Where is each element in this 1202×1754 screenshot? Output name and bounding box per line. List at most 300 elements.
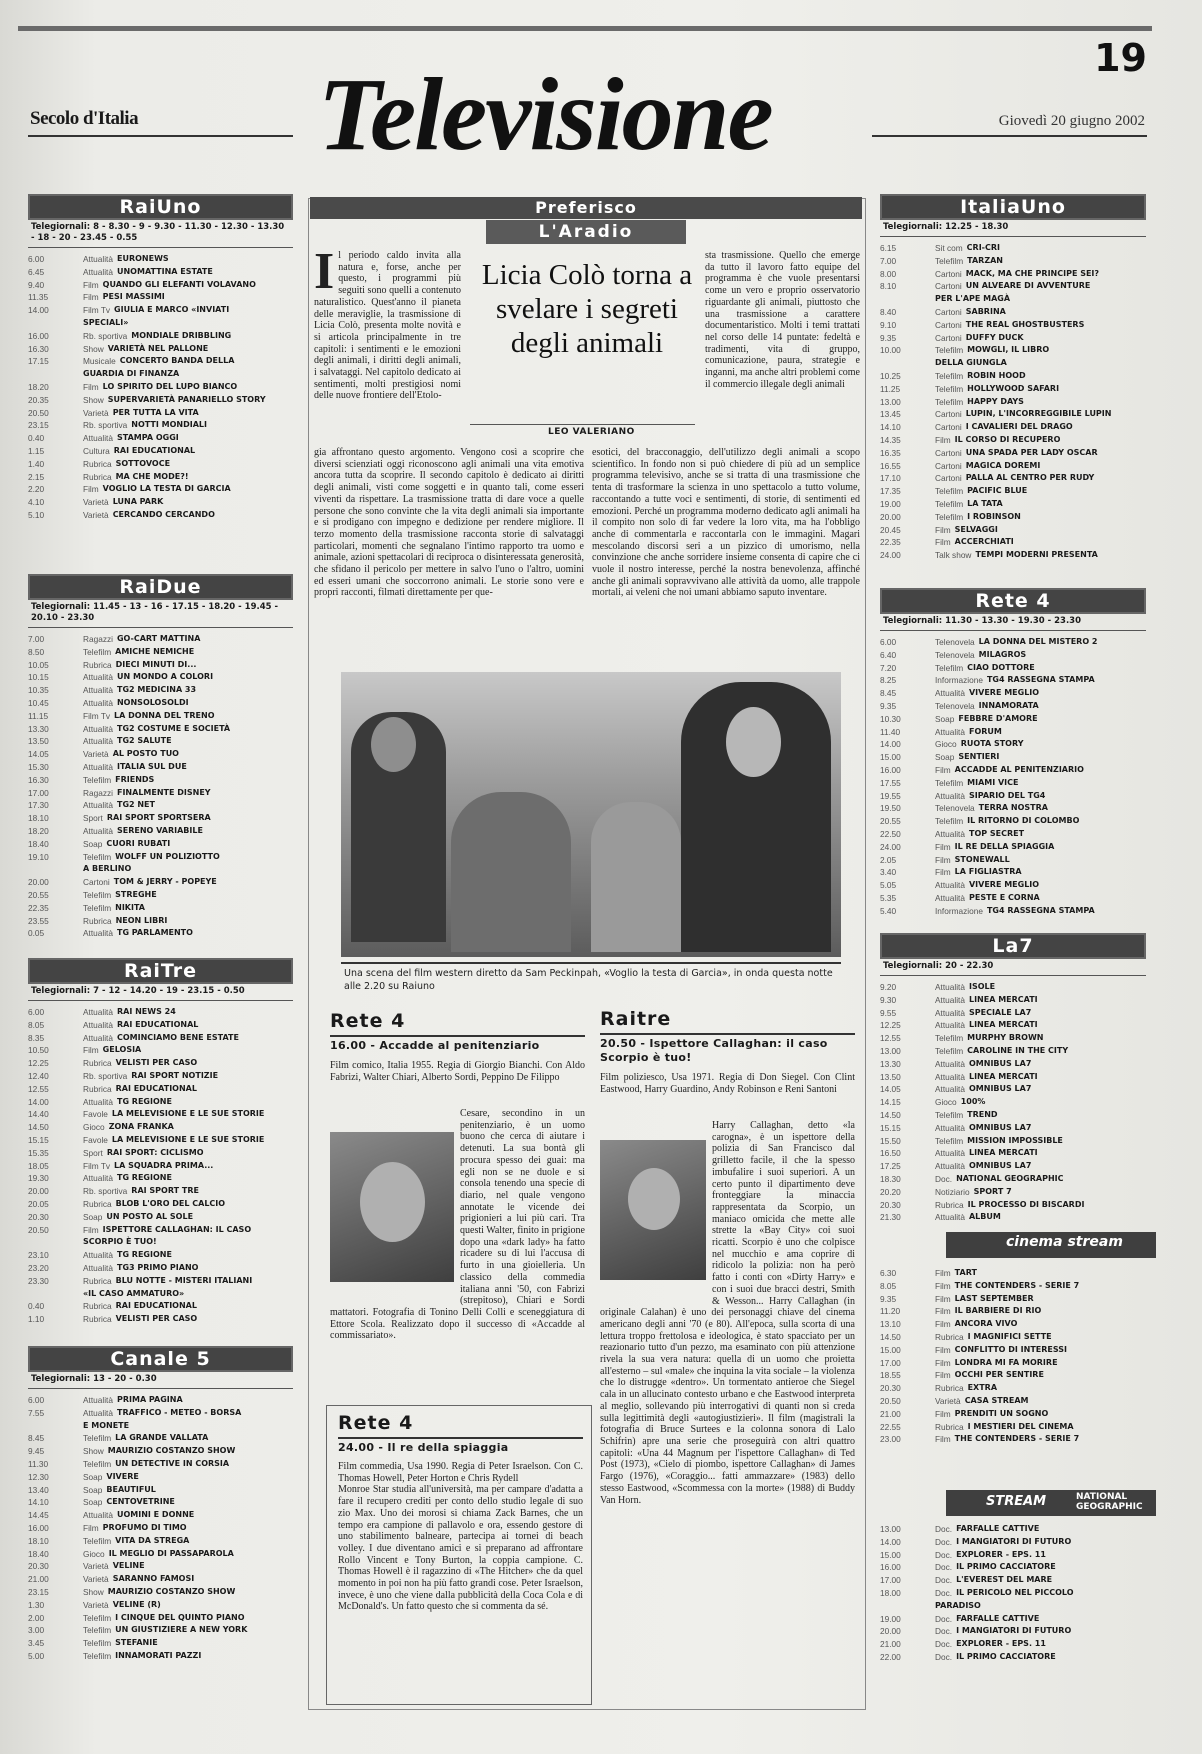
program-title: TG4 RASSEGNA STAMPA xyxy=(986,905,1095,915)
program-time: 14.50 xyxy=(880,1331,901,1342)
program-title: RAI SPORT SPORTSERA xyxy=(106,813,211,823)
program-title: LONDRA MI FA MORIRE xyxy=(954,1357,1058,1367)
program-time: 18.10 xyxy=(28,1535,49,1546)
program-time: 20.00 xyxy=(880,1626,901,1637)
program-row xyxy=(880,1122,1146,1135)
program-time: 23.00 xyxy=(880,1434,901,1445)
program-time: 14.00 xyxy=(28,305,49,316)
program-genre: Attualità xyxy=(935,726,965,737)
program-genre: Telefilm xyxy=(83,1625,112,1636)
program-genre: Telefilm xyxy=(83,774,112,785)
program-genre: Telefilm xyxy=(935,777,964,788)
program-title-cont: SCORPIO È TUO! xyxy=(83,1237,157,1247)
program-time: 16.55 xyxy=(880,460,901,471)
program-list xyxy=(880,1267,1146,1446)
program-title: VITA DA STREGA xyxy=(115,1535,190,1545)
program-time: 5.00 xyxy=(28,1650,45,1661)
program-list xyxy=(880,636,1146,918)
program-row xyxy=(28,432,293,445)
program-time: 2.15 xyxy=(28,471,45,482)
article-byline: LEO VALERIANO xyxy=(548,427,635,437)
program-genre: Attualità xyxy=(935,1161,965,1172)
program-row xyxy=(28,496,293,509)
program-time: 6.15 xyxy=(880,243,897,253)
program-title: LO SPIRITO DEL LUPO BIANCO xyxy=(102,381,238,391)
program-title: CERCANDO CERCANDO xyxy=(112,509,215,519)
program-row xyxy=(880,1019,1146,1032)
program-title: MIAMI VICE xyxy=(967,777,1019,787)
program-genre: Telefilm xyxy=(83,1650,112,1661)
highlight-body: Film commedia, Usa 1990. Regia di Peter Israelson. Con C. Thomas Howell, Peter Horton e Chris Rydell Monroe Star studia all'università, ma per campare d'adatta a fare il recupero crediti per conto dello studio legale di suo zio Max. Uno dei morosi si chiama Zack Barnes, che un tempo era campione di pallavolo e ora, essendo gestore di uno stabilimento balneare, partecipa ai tornei di beach volley. I due diventano amici e si preparano ad affrontare Rollo Vincent e Tony Burton, la coppia campione. C. Thomas Howell è il ragazzino di «The Hitcher» che da quel momento in poi non ha più fatto grandi cose. Peter Israelson, invece, è uno che viene dalla pubblicità della Coca Cola e di McDonald's. Un fatto questo che si commenta da sé. xyxy=(338,1461,583,1613)
program-genre: Cartoni xyxy=(935,332,962,343)
program-time: 0.05 xyxy=(28,928,45,939)
program-genre: Film xyxy=(935,1319,951,1330)
program-time: 8.10 xyxy=(880,281,897,292)
program-time: 19.30 xyxy=(28,1173,49,1184)
film-still-photo xyxy=(341,672,841,957)
program-time: 20.30 xyxy=(28,1211,49,1222)
program-genre: Attualità xyxy=(83,1096,113,1107)
program-title: RAI EDUCATIONAL xyxy=(116,1019,199,1029)
program-time: 23.10 xyxy=(28,1250,49,1261)
program-title: SPECIALE LA7 xyxy=(968,1007,1032,1017)
program-genre: Doc. xyxy=(935,1536,953,1547)
program-genre: Attualità xyxy=(83,736,113,747)
highlight-network: Rete 4 xyxy=(330,1010,406,1032)
program-title: IL PERICOLO NEL PICCOLO xyxy=(956,1587,1074,1597)
program-title: FINALMENTE DISNEY xyxy=(116,787,211,797)
program-genre: Attualità xyxy=(83,928,113,939)
program-time: 20.45 xyxy=(880,524,901,535)
program-time: 23.15 xyxy=(28,420,49,431)
program-row xyxy=(28,1445,293,1458)
program-row xyxy=(880,524,1146,537)
program-time: 22.35 xyxy=(28,902,49,913)
program-time: 19.00 xyxy=(880,498,901,509)
program-row xyxy=(880,1096,1146,1109)
program-title: PROFUMO DI TIMO xyxy=(102,1522,187,1532)
program-time: 15.35 xyxy=(28,1147,49,1158)
program-time: 14.50 xyxy=(880,1109,901,1120)
program-row xyxy=(880,1587,1146,1600)
program-genre: Attualità xyxy=(83,1007,113,1017)
program-title: RAI EDUCATIONAL xyxy=(115,1301,197,1311)
program-title: GELOSIA xyxy=(102,1045,142,1055)
program-time: 23.15 xyxy=(28,1586,49,1597)
program-genre: Rubrica xyxy=(83,1275,112,1286)
issue-date: Giovedì 20 giugno 2002 xyxy=(998,113,1145,129)
program-title: ITALIA SUL DUE xyxy=(116,761,187,771)
program-title-cont: A BERLINO xyxy=(83,864,132,874)
highlight-subtitle: 20.50 - Ispettore Callaghan: il caso Scorpio è tuo! xyxy=(600,1037,828,1064)
program-time: 18.20 xyxy=(28,825,49,836)
raidue-listing xyxy=(28,574,293,940)
program-time: 13.45 xyxy=(880,409,901,420)
program-time: 9.35 xyxy=(880,332,897,343)
program-genre: Doc. xyxy=(935,1173,953,1184)
program-genre: Soap xyxy=(83,1211,103,1222)
program-title: UNA SPADA PER LADY OSCAR xyxy=(965,447,1098,457)
program-row xyxy=(880,841,1146,854)
program-title: INNAMORATI PAZZI xyxy=(115,1650,202,1660)
program-time: 14.00 xyxy=(880,1536,901,1547)
program-row xyxy=(880,1433,1146,1446)
program-time: 24.00 xyxy=(880,841,901,852)
program-time: 20.30 xyxy=(880,1199,901,1210)
program-row xyxy=(880,700,1146,713)
program-row xyxy=(28,723,293,736)
program-title: PRENDITI UN SOGNO xyxy=(954,1408,1049,1418)
program-genre: Sport xyxy=(83,813,103,824)
program-title: STONEWALL xyxy=(954,854,1010,864)
program-time: 14.10 xyxy=(880,422,901,433)
program-row xyxy=(28,483,293,496)
program-title: SOTTOVOCE xyxy=(115,458,171,468)
program-title: VIVERE xyxy=(106,1471,139,1481)
program-row xyxy=(880,1173,1146,1186)
program-title: STREGHE xyxy=(115,889,157,899)
program-row xyxy=(28,1249,293,1262)
highlight-body: Harry Callaghan, detto «la carogna», è un ispettore della polizia di San Francisco dal grilletto facile, il che la spesso imbufalire i suoi superiori. A un certo punto il dipartimento deve fronteggiare la minaccia rappresentata da Scorpio, un maniaco omicida che mette alle strette la «Bay City» coi suoi ricatti. Scorpio è uno che colpisce nel mucchio e ama coprire di ridicolo la polizia: non ha però fatto i conti con «Dirty Harry» e con i suoi due bracci destri, Smith & Wesson... Harry Callaghan (in originale Calahan) è uno dei personaggi chiave del cinema americano degli anni '70 (e 80). All'epoca, sulla scorta di una lettura troppo frettolosa e ideologica, è stato spacciato per un reazionario tutto d'un pezzo, ma esaminato con più attenzione rivela la sua vera natura: quella di un uomo che proietta all'esterno – sul «male» che inquina la vita sociale – la violenza che lo distrugge «dentro». Un tormentato antieroe che Siegel cala in un allucinato contesto urbano e che Eastwood interpreta al meglio, sollevando più interrogativi di quanti non si creda sulla legittimità degli «autogiustizieri». Il film (magistrali la fotografia di Bruce Surtees e la colonna sonora di Lalo Schifrin) apre una serie che proseguirà con altri quattro capitoli: «Una 44 Magnum per l'ispettore Callaghan» di Ted Post (1973), «Cielo di piombo, ispettore Callaghan» di James Fargo (1976), «Coraggio... fatti ammazzare» (1983) dello stesso Eastwood, «Scommessa con la morte» (1988) di Buddy Van Horn. xyxy=(600,1120,855,1506)
program-row xyxy=(28,1172,293,1185)
program-time: 20.50 xyxy=(880,1395,901,1406)
program-title: TG2 SALUTE xyxy=(116,736,172,746)
program-genre: Telefilm xyxy=(83,646,112,657)
program-row xyxy=(28,812,293,825)
program-genre: Attualità xyxy=(935,828,965,839)
program-genre: Attualità xyxy=(935,1148,965,1159)
program-genre: Varietà xyxy=(935,1395,961,1406)
program-title: SIPARIO DEL TG4 xyxy=(968,790,1046,800)
program-row xyxy=(28,799,293,812)
program-title: DIECI MINUTI DI... xyxy=(115,659,197,669)
program-title: SENTIERI xyxy=(958,752,1000,762)
program-genre: Rubrica xyxy=(83,659,112,670)
program-genre: Ragazzi xyxy=(83,634,113,644)
program-genre: Telefilm xyxy=(83,851,112,862)
program-time: 17.00 xyxy=(880,1575,901,1586)
program-row xyxy=(880,879,1146,892)
highlight-rule xyxy=(600,1033,855,1035)
program-row xyxy=(880,649,1146,662)
program-time: 17.00 xyxy=(880,1357,901,1368)
program-time: 21.00 xyxy=(880,1408,901,1419)
program-title: I ROBINSON xyxy=(967,511,1021,521)
program-genre: Telefilm xyxy=(83,1458,112,1469)
program-genre: Film xyxy=(935,764,951,775)
program-genre: Telefilm xyxy=(83,1535,112,1546)
program-genre: Film xyxy=(935,1344,951,1355)
program-genre: Attualità xyxy=(83,1173,113,1184)
program-genre: Rubrica xyxy=(83,458,112,469)
program-title: TG2 COSTUME E SOCIETÀ xyxy=(116,723,231,733)
program-row xyxy=(880,485,1146,498)
program-row xyxy=(28,419,293,432)
program-time: 2.20 xyxy=(28,484,45,495)
program-time: 7.00 xyxy=(880,255,897,266)
program-time: 15.50 xyxy=(880,1135,901,1146)
program-genre: Gioco xyxy=(935,739,957,750)
program-row xyxy=(880,1267,1146,1280)
program-title: ROBIN HOOD xyxy=(967,370,1026,380)
program-title-cont: DELLA GIUNGLA xyxy=(935,358,1007,368)
program-row xyxy=(880,1211,1146,1224)
program-time: 12.30 xyxy=(28,1471,49,1482)
program-row xyxy=(28,1394,293,1407)
rete4-listing xyxy=(880,588,1146,918)
program-row xyxy=(28,1548,293,1561)
program-title: VELISTI PER CASO xyxy=(115,1314,198,1324)
program-title: IL CORSO DI RECUPERO xyxy=(954,434,1061,444)
program-genre: Telefilm xyxy=(935,345,964,356)
program-genre: Rubrica xyxy=(935,1199,964,1210)
program-time: 6.30 xyxy=(880,1268,897,1278)
program-title: CONFLITTO DI INTERESSI xyxy=(954,1344,1068,1354)
program-title: IL RE DELLA SPIAGGIA xyxy=(954,841,1055,851)
program-time: 8.35 xyxy=(28,1032,45,1043)
article-col-3: sta trasmissione. Quello che emerge da tutto il lavoro fatto equipe del programma è che vuole presentarsi come un vero e proprio osservatorio riguardante gli animali, piuttosto che una trasmissione a carattere documentaristico. Molti i temi trattati nel corso delle 14 puntate: fedeltà e tradimenti, vita di gruppo, comunicazione, paura, strategie e inganni, ma anche altri problemi come il commercio illegale degli animali xyxy=(705,250,860,390)
program-row xyxy=(880,1045,1146,1058)
program-time: 18.40 xyxy=(28,838,49,849)
program-genre: Attualità xyxy=(935,994,965,1005)
program-title: FEBBRE D'AMORE xyxy=(958,713,1038,723)
program-row xyxy=(28,1057,293,1070)
program-title: MACK, MA CHE PRINCIPE SEI? xyxy=(965,268,1100,278)
program-row xyxy=(880,1293,1146,1306)
program-title: EXPLORER - EPS. 11 xyxy=(956,1549,1046,1559)
program-title: LUPIN, L'INCORREGGIBILE LUPIN xyxy=(965,409,1112,419)
program-row xyxy=(880,1638,1146,1651)
program-time: 14.10 xyxy=(28,1497,49,1508)
program-genre: Attualità xyxy=(83,1019,113,1030)
program-time: 8.05 xyxy=(28,1019,45,1030)
photo-caption: Una scena del film western diretto da Sam Peckinpah, «Voglio la testa di Garcia», in onda questa notte alle 2.20 su Raiuno xyxy=(344,968,833,992)
program-title: VIVERE MEGLIO xyxy=(968,688,1040,698)
program-genre: Favole xyxy=(83,1109,108,1120)
program-genre: Show xyxy=(83,394,104,405)
program-time: 14.35 xyxy=(880,434,901,445)
program-row xyxy=(28,1650,293,1663)
program-genre: Doc. xyxy=(935,1651,953,1662)
program-time: 9.20 xyxy=(880,982,897,992)
tg-times: Telegiornali: 7 - 12 - 14.20 - 19 - 23.15 - 0.50 xyxy=(28,984,293,1001)
program-list xyxy=(28,253,293,522)
program-time: 12.25 xyxy=(880,1020,901,1031)
program-time: 14.05 xyxy=(880,1084,901,1095)
program-genre: Film xyxy=(935,434,951,445)
program-title: VIVERE MEGLIO xyxy=(968,880,1040,890)
program-title: TG REGIONE xyxy=(116,1096,172,1106)
program-row xyxy=(880,1625,1146,1638)
program-genre: Telefilm xyxy=(83,902,112,913)
program-title: LA MELEVISIONE E LE SUE STORIE xyxy=(111,1134,265,1144)
program-title: TART xyxy=(954,1268,977,1277)
program-title: STEFANIE xyxy=(115,1638,158,1648)
program-row xyxy=(28,1509,293,1522)
program-row xyxy=(880,662,1146,675)
program-genre: Attualità xyxy=(83,1407,113,1418)
program-row xyxy=(28,1185,293,1198)
program-title: UN ALVEARE DI AVVENTURE xyxy=(965,281,1091,291)
program-title: SPORT 7 xyxy=(973,1186,1012,1196)
program-title: CUORI RUBATI xyxy=(106,838,171,848)
program-genre: Film xyxy=(935,537,951,548)
program-title: I MAGNIFICI SETTE xyxy=(967,1331,1052,1341)
program-time: 8.40 xyxy=(880,306,897,317)
program-title: TEMPI MODERNI PRESENTA xyxy=(975,550,1098,560)
program-genre: Telenovela xyxy=(935,637,975,647)
program-row xyxy=(28,355,293,368)
program-title: LA GRANDE VALLATA xyxy=(115,1433,209,1443)
program-row xyxy=(880,306,1146,319)
tg-times: Telegiornali: 13 - 20 - 0.30 xyxy=(28,1372,293,1389)
program-title: MOWGLI, IL LIBRO xyxy=(967,345,1050,355)
program-row xyxy=(28,1586,293,1599)
program-title-cont: SPECIALI» xyxy=(83,317,129,327)
program-row xyxy=(28,684,293,697)
program-row xyxy=(28,1560,293,1573)
channel-header: ItaliaUno xyxy=(880,194,1146,220)
program-genre: Attualità xyxy=(83,697,113,708)
program-row xyxy=(880,511,1146,524)
program-row xyxy=(28,1407,293,1420)
program-row xyxy=(880,1561,1146,1574)
program-row xyxy=(28,1471,293,1484)
program-genre: Attualità xyxy=(935,1058,965,1069)
program-row xyxy=(28,889,293,902)
program-time: 9.35 xyxy=(880,1293,897,1304)
program-row xyxy=(880,687,1146,700)
program-time: 20.55 xyxy=(880,816,901,827)
program-genre: Film xyxy=(935,1370,951,1381)
program-row xyxy=(28,381,293,394)
program-time: 3.45 xyxy=(28,1638,45,1649)
program-genre: Attualità xyxy=(83,1250,113,1261)
natgeo-listing xyxy=(880,1518,1146,1664)
program-row xyxy=(880,994,1146,1007)
program-time: 10.50 xyxy=(28,1045,49,1056)
program-time: 11.20 xyxy=(880,1306,901,1317)
program-time: 1.15 xyxy=(28,445,45,456)
program-time: 20.30 xyxy=(880,1383,901,1394)
program-row xyxy=(880,854,1146,867)
program-title: LA DONNA DEL TRENO xyxy=(114,710,215,720)
program-time: 17.25 xyxy=(880,1161,901,1172)
program-time: 13.00 xyxy=(880,1524,901,1534)
program-genre: Attualità xyxy=(83,1510,113,1521)
program-genre: Show xyxy=(83,343,104,354)
program-title: IL PRIMO CACCIATORE xyxy=(956,1651,1056,1661)
program-title: ANCORA VIVO xyxy=(954,1319,1018,1329)
program-row xyxy=(28,1458,293,1471)
program-row xyxy=(28,1108,293,1121)
program-row xyxy=(28,1522,293,1535)
program-genre: Telefilm xyxy=(935,662,964,673)
program-time: 16.00 xyxy=(880,764,901,775)
program-genre: Attualità xyxy=(935,790,965,801)
program-time: 6.00 xyxy=(28,1007,45,1017)
program-title: UN MONDO A COLORI xyxy=(116,672,214,682)
program-row xyxy=(28,671,293,684)
program-row xyxy=(28,1147,293,1160)
top-rule xyxy=(18,26,1152,31)
program-title: EURONEWS xyxy=(116,254,169,263)
program-genre: Attualità xyxy=(935,1071,965,1082)
program-row xyxy=(880,1147,1146,1160)
program-genre: Film xyxy=(935,841,951,852)
program-row xyxy=(28,1496,293,1509)
program-genre: Rubrica xyxy=(83,1301,112,1312)
program-genre: Film xyxy=(935,1268,951,1278)
program-time: 4.10 xyxy=(28,497,45,508)
program-title: WOLFF UN POLIZIOTTO xyxy=(115,851,220,861)
program-title: TG4 RASSEGNA STAMPA xyxy=(986,675,1095,685)
program-time: 3.00 xyxy=(28,1625,45,1636)
program-genre: Telefilm xyxy=(935,370,964,381)
program-row xyxy=(880,447,1146,460)
program-time: 6.00 xyxy=(28,254,45,264)
program-title: LINEA MERCATI xyxy=(968,1071,1038,1081)
program-genre: Telefilm xyxy=(83,1612,112,1623)
program-genre: Musicale xyxy=(83,356,116,367)
program-row xyxy=(880,1199,1146,1212)
highlight-network: Raitre xyxy=(600,1008,672,1030)
program-row xyxy=(28,787,293,800)
program-title: L'EVEREST DEL MARE xyxy=(956,1575,1053,1585)
program-title-cont: E MONETE xyxy=(83,1420,130,1430)
program-genre: Varietà xyxy=(83,497,109,508)
program-row xyxy=(880,751,1146,764)
program-time: 18.30 xyxy=(880,1173,901,1184)
program-row xyxy=(880,905,1146,918)
program-title: FRIENDS xyxy=(115,774,155,784)
program-time: 19.55 xyxy=(880,790,901,801)
program-time: 8.00 xyxy=(880,268,897,279)
program-time: 5.35 xyxy=(880,892,897,903)
program-row xyxy=(880,1369,1146,1382)
program-genre: Attualità xyxy=(83,1395,113,1405)
program-title: ZONA FRANKA xyxy=(108,1122,174,1132)
program-time: 11.25 xyxy=(880,383,901,394)
program-row xyxy=(880,1058,1146,1071)
program-genre: Attualità xyxy=(83,761,113,772)
highlight-intro: Film poliziesco, Usa 1971. Regia di Don Siegel. Con Clint Eastwood, Harry Guardino, Andy Robinson e Reni Santoni xyxy=(600,1072,855,1095)
program-genre: Attualità xyxy=(935,1212,965,1223)
program-title: I CINQUE DEL QUINTO PIANO xyxy=(115,1612,245,1622)
program-time: 10.45 xyxy=(28,697,49,708)
program-title: SARANNO FAMOSI xyxy=(112,1574,195,1584)
program-row xyxy=(880,636,1146,649)
program-row xyxy=(880,434,1146,447)
program-genre: Film Tv xyxy=(83,305,111,316)
program-row xyxy=(880,1421,1146,1434)
program-time: 20.50 xyxy=(28,407,49,418)
program-title: MAURIZIO COSTANZO SHOW xyxy=(107,1446,236,1456)
program-time: 14.15 xyxy=(880,1097,901,1108)
program-title: TG2 NET xyxy=(116,800,155,810)
program-genre: Attualità xyxy=(83,723,113,734)
program-title: MISSION IMPOSSIBLE xyxy=(967,1135,1063,1145)
program-time: 16.00 xyxy=(28,330,49,341)
program-row xyxy=(28,1275,293,1288)
program-row xyxy=(880,866,1146,879)
program-genre: Ragazzi xyxy=(83,787,113,798)
program-row xyxy=(880,1305,1146,1318)
program-title: GO-CART MATTINA xyxy=(116,634,201,643)
program-row xyxy=(880,421,1146,434)
program-row xyxy=(880,738,1146,751)
program-row xyxy=(880,713,1146,726)
